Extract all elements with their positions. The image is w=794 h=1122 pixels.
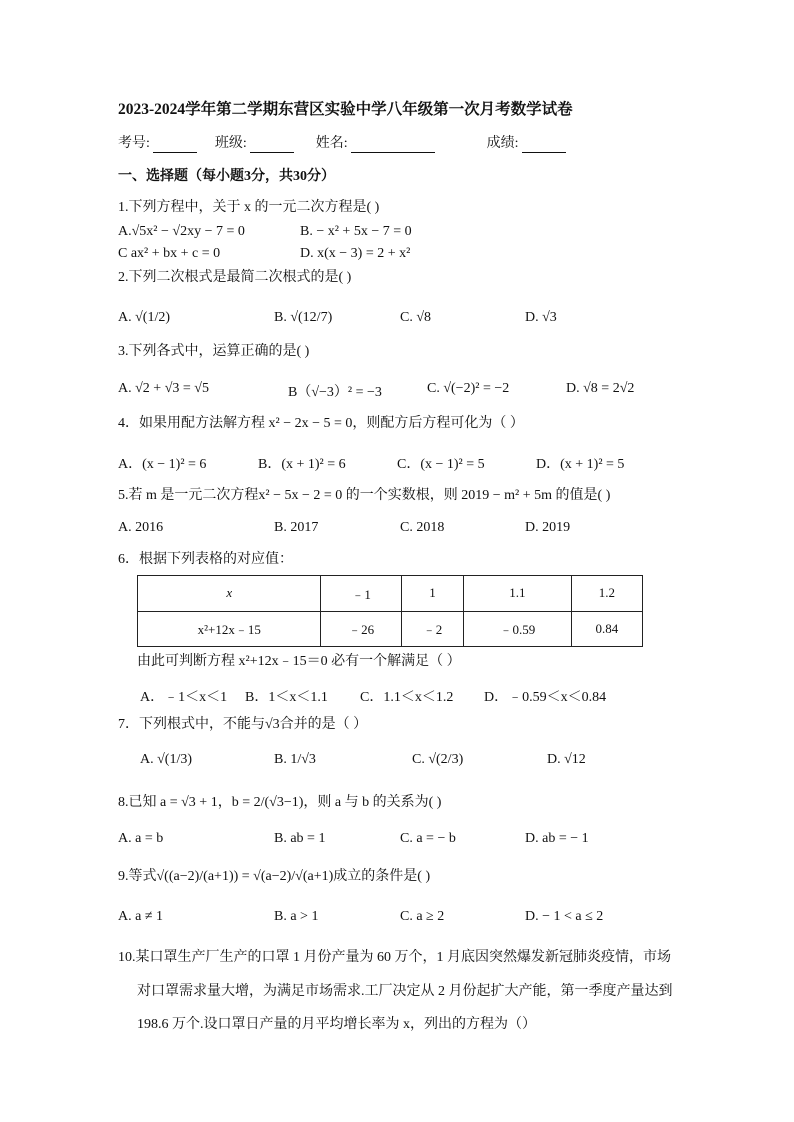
table-cell: ﹣26 xyxy=(321,611,401,647)
question-7-stem: 7．下列根式中，不能与√3合并的是（ ） xyxy=(118,717,368,732)
table-cell: ﹣2 xyxy=(401,611,463,647)
q1-option-d: D. x(x − 3) = 2 + x² xyxy=(300,246,411,261)
q1-option-b: B. − x² + 5x − 7 = 0 xyxy=(300,224,412,239)
q3-option-b: B（√−3）² = −3 xyxy=(288,385,382,400)
q7-option-b: B. 1/√3 xyxy=(274,752,316,767)
q9-option-a: A. a ≠ 1 xyxy=(118,909,164,924)
q4-option-a: A．(x − 1)² = 6 xyxy=(118,457,207,472)
page-title: 2023-2024学年第二学期东营区实验中学八年级第一次月考数学试卷 xyxy=(118,101,573,118)
q7-option-a: A. √(1/3) xyxy=(140,752,193,767)
q4-option-c: C．(x − 1)² = 5 xyxy=(397,457,485,472)
q9-option-d: D. − 1 < a ≤ 2 xyxy=(525,909,604,924)
exam-no-label: 考号: xyxy=(118,136,150,151)
question-4-stem: 4．如果用配方法解方程 x² − 2x − 5 = 0，则配方后方程可化为（ ） xyxy=(118,416,524,431)
table-cell: 0.84 xyxy=(571,611,642,647)
class-blank xyxy=(250,138,294,153)
q1-option-a: A.√5x² − √2xy − 7 = 0 xyxy=(118,224,245,239)
q5-option-a: A. 2016 xyxy=(118,520,164,535)
q7-option-d: D. √12 xyxy=(547,752,586,767)
q3-option-c: C. √(−2)² = −2 xyxy=(427,381,510,396)
q6-option-a: A．﹣1＜x＜1 xyxy=(140,690,228,705)
table-cell: 1.2 xyxy=(571,576,642,612)
table-row xyxy=(138,576,643,612)
q3-option-a: A. √2 + √3 = √5 xyxy=(118,381,209,396)
q9-option-b: B. a > 1 xyxy=(274,909,319,924)
class-label: 班级: xyxy=(214,136,247,151)
q9-option-c: C. a ≥ 2 xyxy=(400,909,445,924)
q8-option-c: C. a = − b xyxy=(400,831,456,846)
question-1-stem: 1.下列方程中，关于 x 的一元二次方程是( ) xyxy=(118,200,380,215)
q6-option-d: D．﹣0.59＜x＜0.84 xyxy=(484,690,607,705)
value-table xyxy=(137,575,643,647)
q8-option-b: B. ab = 1 xyxy=(274,831,326,846)
question-10-line-1: 10.某口罩生产厂生产的口罩 1 月份产量为 60 万个，1 月底因突然爆发新冠肺炎疫情，市场 xyxy=(118,950,671,965)
q6-option-b: B．1＜x＜1.1 xyxy=(245,690,328,705)
q5-option-c: C. 2018 xyxy=(400,520,445,535)
info-line xyxy=(118,136,566,153)
q2-option-a: A. √(1/2) xyxy=(118,310,171,325)
section-heading: 一、选择题（每小题3分，共30分） xyxy=(118,169,335,184)
name-label: 姓名: xyxy=(315,136,348,151)
table-cell: x xyxy=(138,576,321,612)
question-2-stem: 2.下列二次根式是最简二次根式的是( ) xyxy=(118,270,352,285)
question-3-stem: 3.下列各式中，运算正确的是( ) xyxy=(118,344,310,359)
q7-option-c: C. √(2/3) xyxy=(412,752,464,767)
table-cell: x²+12x﹣15 xyxy=(138,611,321,647)
q6-option-c: C．1.1＜x＜1.2 xyxy=(360,690,454,705)
question-10-line-2: 对口罩需求量大增，为满足市场需求.工厂决定从 2 月份起扩大产能，第一季度产量达到 xyxy=(137,984,673,999)
q2-option-d: D. √3 xyxy=(525,310,557,325)
question-9-stem: 9.等式√((a−2)/(a+1)) = √(a−2)/√(a+1)成立的条件是( ) xyxy=(118,869,431,884)
q4-option-b: B．(x + 1)² = 6 xyxy=(258,457,346,472)
table-cell: ﹣1 xyxy=(321,576,401,612)
question-10-line-3: 198.6 万个.设口罩日产量的月平均增长率为 x，列出的方程为（） xyxy=(137,1017,536,1032)
table-cell: 1.1 xyxy=(464,576,571,612)
exam-no-blank xyxy=(153,138,197,153)
score-blank xyxy=(522,138,566,153)
q5-option-d: D. 2019 xyxy=(525,520,571,535)
question-8-stem: 8.已知 a = √3 + 1，b = 2/(√3−1)，则 a 与 b 的关系为( ) xyxy=(118,795,442,810)
score-label: 成绩: xyxy=(486,136,519,151)
question-6-followup: 由此可判断方程 x²+12x﹣15＝0 必有一个解满足（ ） xyxy=(137,654,461,669)
table-cell: 1 xyxy=(401,576,463,612)
name-blank xyxy=(351,138,435,153)
q1-option-c: C ax² + bx + c = 0 xyxy=(118,246,221,261)
question-5-stem: 5.若 m 是一元二次方程x² − 5x − 2 = 0 的一个实数根，则 2019 − m² + 5m 的值是( ) xyxy=(118,488,611,503)
q2-option-c: C. √8 xyxy=(400,310,432,325)
table-cell: ﹣0.59 xyxy=(464,611,571,647)
q2-option-b: B. √(12/7) xyxy=(274,310,333,325)
q8-option-d: D. ab = − 1 xyxy=(525,831,589,846)
question-6-stem: 6．根据下列表格的对应值： xyxy=(118,552,293,567)
q3-option-d: D. √8 = 2√2 xyxy=(566,381,635,396)
q8-option-a: A. a = b xyxy=(118,831,164,846)
q4-option-d: D．(x + 1)² = 5 xyxy=(536,457,625,472)
q5-option-b: B. 2017 xyxy=(274,520,319,535)
table-row xyxy=(138,611,643,647)
